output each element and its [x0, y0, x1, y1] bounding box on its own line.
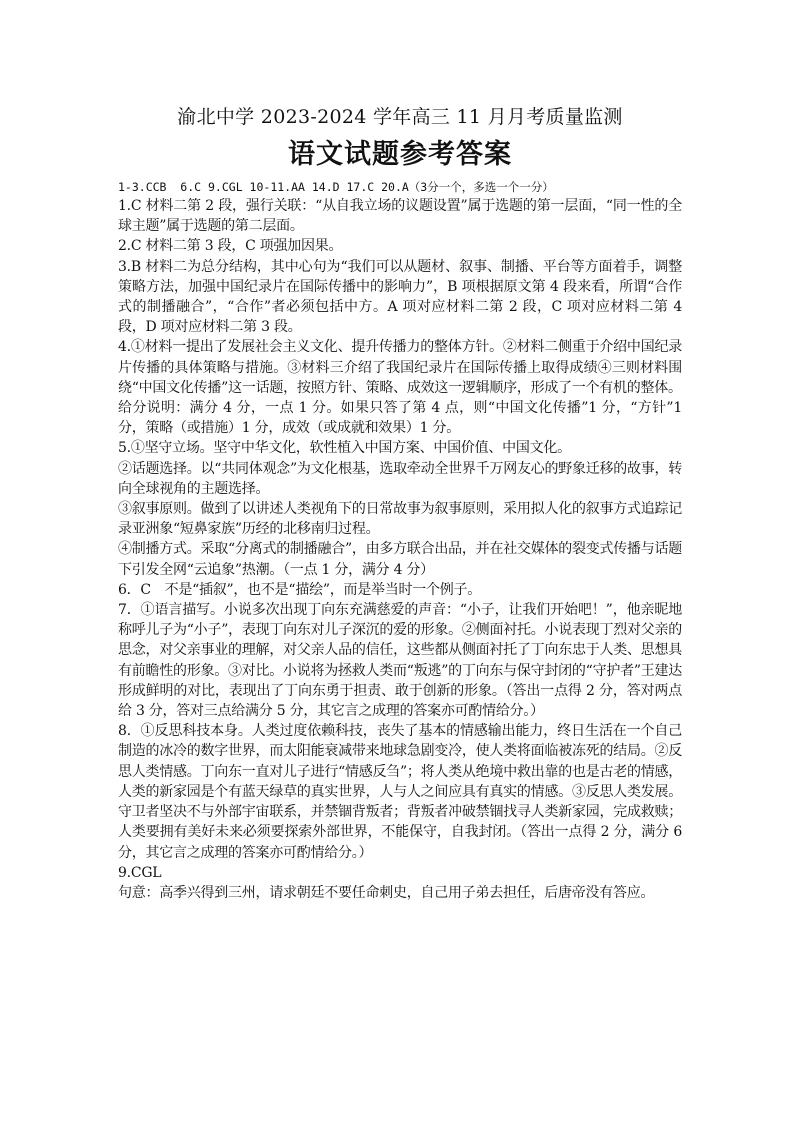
- explanation-q5-point4: ④制播方式。采取“分离式的制播融合”，由多方联合出品，并在社交媒体的裂变式传播与话题下引发全网“云追象”热潮。（一点 1 分，满分 4 分）: [118, 541, 682, 578]
- explanation-q9: 句意：高季兴得到三州，请求朝廷不要任命刺史，自己用子弟去担任，后唐帝没有答应。: [118, 884, 655, 901]
- scoring-note-q4: 给分说明：满分 4 分，一点 1 分。如果只答了第 4 点，则“中国文化传播”1 分，“方针”1 分，策略（或措施）1 分，成效（或成就和效果）1 分。: [118, 400, 682, 437]
- explanation-q4: 4.①材料一提出了发展社会主义文化、提升传播力的整体方针。②材料二侧重于介绍中国纪录片传播的具体策略与措施。③材料三介绍了我国纪录片在国际传播上取得成绩④三则材料围绕“中国文化传播”这一话题，按照方针、策略、成效这一逻辑顺序，形成了一个有机的整体。: [118, 339, 682, 396]
- explanation-q6: 6．C 不是“插叙”，也不是“描绘”，而是举当时一个例子。: [118, 581, 481, 598]
- explanation-q8: 8．①反思科技本身。人类过度依赖科技，丧失了基本的情感输出能力，终日生活在一个自己制造的冰冷的数字世界，而太阳能衰减带来地球急剧变冷，使人类将面临被冻死的结局。②反思人类情感。丁向东一直对儿子进行“情感反刍”；将人类从绝境中救出靠的也是古老的情感，人类的新家园是个有蓝天绿草的真实世界，人与人之间应具有真实的情感。③反思人类发展。守卫者坚决不与外部宇宙联系，并禁锢背叛者；背叛者冲破禁锢找寻人类新家园，完成救赎；人类要拥有美好未来必须要探索外部世界，不能保守，自我封闭。（答出一点得 2 分，满分 6 分，其它言之成理的答案亦可酌情给分。）: [118, 723, 682, 861]
- document-subtitle: 语文试题参考答案: [288, 139, 512, 170]
- objective-answer-key: 1-3.CCB 6.C 9.CGL 10-11.AA 14.D 17.C 20.A（3分一个，多选一个一分）: [118, 180, 554, 194]
- exam-title: 渝北中学 2023-2024 学年高三 11 月月考质量监测: [177, 106, 623, 128]
- explanation-q3: 3.B 材料二为总分结构，其中心句为“我们可以从题材、叙事、制播、平台等方面着手，调整策略方法，加强中国纪录片在国际传播中的影响力”，B 项根据原文第 4 段来看，所谓“合作式的制播融合”，“合作”者必须包括中方。A 项对应材料二第 2 段，C 项对应材料二第 4 段，D 项对应材料二第 3 段。: [118, 258, 682, 336]
- answer-q9: 9.CGL: [118, 864, 162, 881]
- explanation-q7: 7．①语言描写。小说多次出现丁向东充满慈爱的声音：“小子，让我们开始吧！”，他亲昵地称呼儿子为“小子”，表现丁向东对儿子深沉的爱的形象。②侧面衬托。小说表现丁烈对父亲的思念，对父亲事业的理解，对父亲人品的信任，这些都从侧面衬托了丁向东忠于人类、思想具有前瞻性的形象。③对比。小说将为拯救人类而“叛逃”的丁向东与保守封闭的“守护者”王建达形成鲜明的对比，表现出了丁向东勇于担责、敢于创新的形象。（答出一点得 2 分，答对两点给 3 分，答对三点给满分 5 分，其它言之成理的答案亦可酌情给分。）: [118, 602, 682, 720]
- explanation-q5-point2: ②话题选择。以“共同体观念”为文化根基，选取牵动全世界千万网友心的野象迁移的故事，转向全球视角的主题选择。: [118, 460, 682, 497]
- answer-sheet: [118, 102, 682, 903]
- explanation-q2: 2.C 材料二第 3 段，C 项强加因果。: [118, 238, 343, 255]
- explanation-q5-point3: ③叙事原则。做到了以讲述人类视角下的日常故事为叙事原则，采用拟人化的叙事方式追踪记录亚洲象“短鼻家族”历经的北移南归过程。: [118, 501, 682, 538]
- answer-explanations: [118, 196, 682, 903]
- explanation-q1: 1.C 材料二第 2 段，强行关联：“从自我立场的议题设置”属于选题的第一层面，“同一性的全球主题”属于选题的第二层面。: [118, 198, 682, 235]
- explanation-q5-point1: 5.①坚守立场。坚守中华文化，软性植入中国方案、中国价值、中国文化。: [118, 440, 571, 457]
